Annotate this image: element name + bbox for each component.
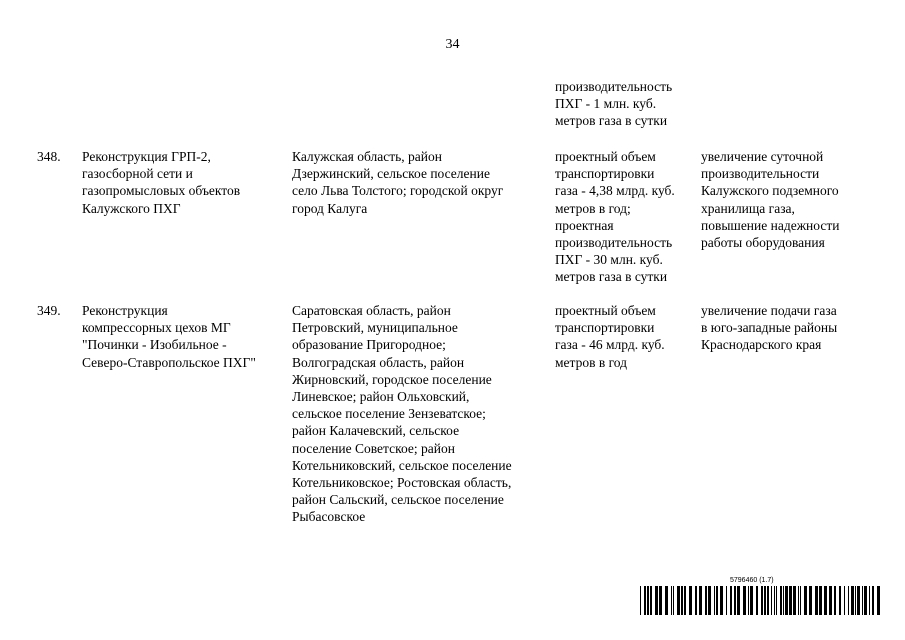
text-line: Реконструкция ГРП-2, <box>82 149 211 164</box>
barcode-bar <box>864 586 867 615</box>
text-line: Дзержинский, сельское поселение <box>292 166 490 182</box>
text-line: сельское поселение Зензеватское; <box>292 406 486 422</box>
barcode-bar <box>771 586 772 615</box>
text-line: Калужского подземного <box>701 183 839 199</box>
text-line: поселение Советское; район <box>292 440 455 456</box>
barcode-bar <box>671 586 672 615</box>
text-line: работы оборудования <box>701 235 825 251</box>
barcode-bar <box>665 586 668 615</box>
text-line: Линевское; район Ольховский, <box>292 389 470 405</box>
text-line: метров в год <box>555 354 628 370</box>
text-line: газа - 46 млрд. куб. <box>555 337 665 353</box>
parameters-cell <box>555 148 675 286</box>
text-line: увеличение суточной <box>701 149 824 164</box>
text-line: транспортировки <box>555 320 655 336</box>
text-line: производительность <box>555 235 673 251</box>
text-line: образование Пригородное; <box>292 337 446 353</box>
barcode-bar <box>644 586 646 615</box>
barcode-bar <box>650 586 652 615</box>
barcode-bar <box>780 586 782 615</box>
barcode-bar <box>764 586 766 615</box>
text-line: газопромысловых объектов <box>82 183 241 199</box>
barcode-bar <box>726 586 727 615</box>
text-line: "Починки - Изобильное - <box>82 337 227 353</box>
text-line: Котельниковский, сельское поселение <box>292 457 512 473</box>
barcode-bar <box>647 586 649 615</box>
barcode-bar <box>730 586 732 615</box>
barcode-bar <box>774 586 775 615</box>
barcode-bar <box>761 586 763 615</box>
text-line: метров газа в сутки <box>555 113 668 129</box>
barcode-bar <box>750 586 753 615</box>
barcode-id: 5796460 (1.7) <box>730 577 774 584</box>
text-line: газосборной сети и <box>82 166 193 182</box>
barcode-bar <box>737 586 740 615</box>
barcode-bar <box>815 586 818 615</box>
text-line: Калужского ПХГ <box>82 200 181 216</box>
text-line: Краснодарского края <box>701 337 822 353</box>
text-line: ПХГ - 30 млн. куб. <box>555 252 663 268</box>
barcode-bar <box>655 586 658 615</box>
barcode-bar <box>714 586 715 615</box>
row-number <box>37 148 61 165</box>
barcode-bar <box>851 586 854 615</box>
barcode-bar <box>659 586 662 615</box>
barcode-bar <box>848 586 849 615</box>
barcode-bar <box>756 586 758 615</box>
purpose-cell <box>701 302 837 354</box>
barcode-bar <box>705 586 707 615</box>
barcode-bar <box>640 586 641 615</box>
purpose-cell <box>701 148 839 251</box>
text-line: проектная <box>555 217 614 233</box>
location-cell <box>292 302 512 526</box>
project-name-cell <box>82 148 240 217</box>
text-line: Саратовская область, район <box>292 303 451 318</box>
barcode-bar <box>720 586 723 615</box>
text-line: в юго-западные районы <box>701 320 838 336</box>
text-line: метров в год; <box>555 200 631 216</box>
text-line: 348. <box>37 149 61 164</box>
barcode-bars <box>640 586 883 615</box>
project-name-cell <box>82 302 256 371</box>
barcode-bar <box>824 586 827 615</box>
barcode-bar <box>877 586 880 615</box>
barcode-bar <box>681 586 683 615</box>
barcode-bar <box>855 586 856 615</box>
barcode-bar <box>793 586 796 615</box>
barcode <box>640 577 883 615</box>
text-line: Котельниковское; Ростовская область, <box>292 475 512 491</box>
text-line: Рыбасовское <box>292 509 366 525</box>
barcode-bar <box>829 586 832 615</box>
barcode-bar <box>767 586 769 615</box>
barcode-bar <box>800 586 801 615</box>
barcode-bar <box>862 586 863 615</box>
text-line: Реконструкция <box>82 303 168 318</box>
text-line: газа - 4,38 млрд. куб. <box>555 183 675 199</box>
text-line: хранилища газа, <box>701 200 795 216</box>
barcode-bar <box>734 586 736 615</box>
barcode-bar <box>804 586 807 615</box>
text-line: транспортировки <box>555 166 655 182</box>
barcode-bar <box>748 586 749 615</box>
barcode-bar <box>844 586 845 615</box>
barcode-bar <box>809 586 812 615</box>
text-line: 349. <box>37 303 61 318</box>
text-line: Северо-Ставропольское ПХГ" <box>82 354 256 370</box>
row-number <box>37 302 61 319</box>
barcode-bar <box>684 586 686 615</box>
barcode-bar <box>834 586 836 615</box>
page-number: 34 <box>445 37 460 52</box>
text-line: метров газа в сутки <box>555 269 668 285</box>
text-line: компрессорных цехов МГ <box>82 320 231 336</box>
barcode-bar <box>673 586 674 615</box>
barcode-bar <box>857 586 860 615</box>
barcode-bar <box>695 586 697 615</box>
text-line: увеличение подачи газа <box>701 303 837 318</box>
barcode-bar <box>819 586 822 615</box>
text-line: Калужская область, район <box>292 149 443 164</box>
barcode-bar <box>869 586 870 615</box>
barcode-bar <box>689 586 692 615</box>
text-line: проектный объем <box>555 303 656 318</box>
text-line: район Калачевский, сельское <box>292 423 460 439</box>
barcode-bar <box>785 586 788 615</box>
text-line: район Сальский, сельское поселение <box>292 492 504 508</box>
text-line: Жирновский, городское поселение <box>292 371 492 387</box>
location-cell <box>292 148 503 217</box>
parameters-cell <box>555 302 665 371</box>
text-line: город Калуга <box>292 200 368 216</box>
text-line: Петровский, муниципальное <box>292 320 458 336</box>
barcode-bar <box>789 586 792 615</box>
barcode-bar <box>783 586 784 615</box>
text-line: производительность <box>555 79 673 94</box>
barcode-bar <box>677 586 680 615</box>
barcode-bar <box>872 586 874 615</box>
text-line: проектный объем <box>555 149 656 164</box>
barcode-bar <box>699 586 702 615</box>
barcode-bar <box>708 586 711 615</box>
text-line: Волгоградская область, район <box>292 354 465 370</box>
text-line: ПХГ - 1 млн. куб. <box>555 96 657 112</box>
continuation-parameters-cell <box>555 78 672 130</box>
barcode-bar <box>716 586 718 615</box>
barcode-bar <box>839 586 841 615</box>
barcode-bar <box>743 586 746 615</box>
text-line: повышение надежности <box>701 217 840 233</box>
text-line: производительности <box>701 166 820 182</box>
text-line: село Льва Толстого; городской округ <box>292 183 504 199</box>
barcode-bar <box>798 586 799 615</box>
barcode-bar <box>776 586 777 615</box>
